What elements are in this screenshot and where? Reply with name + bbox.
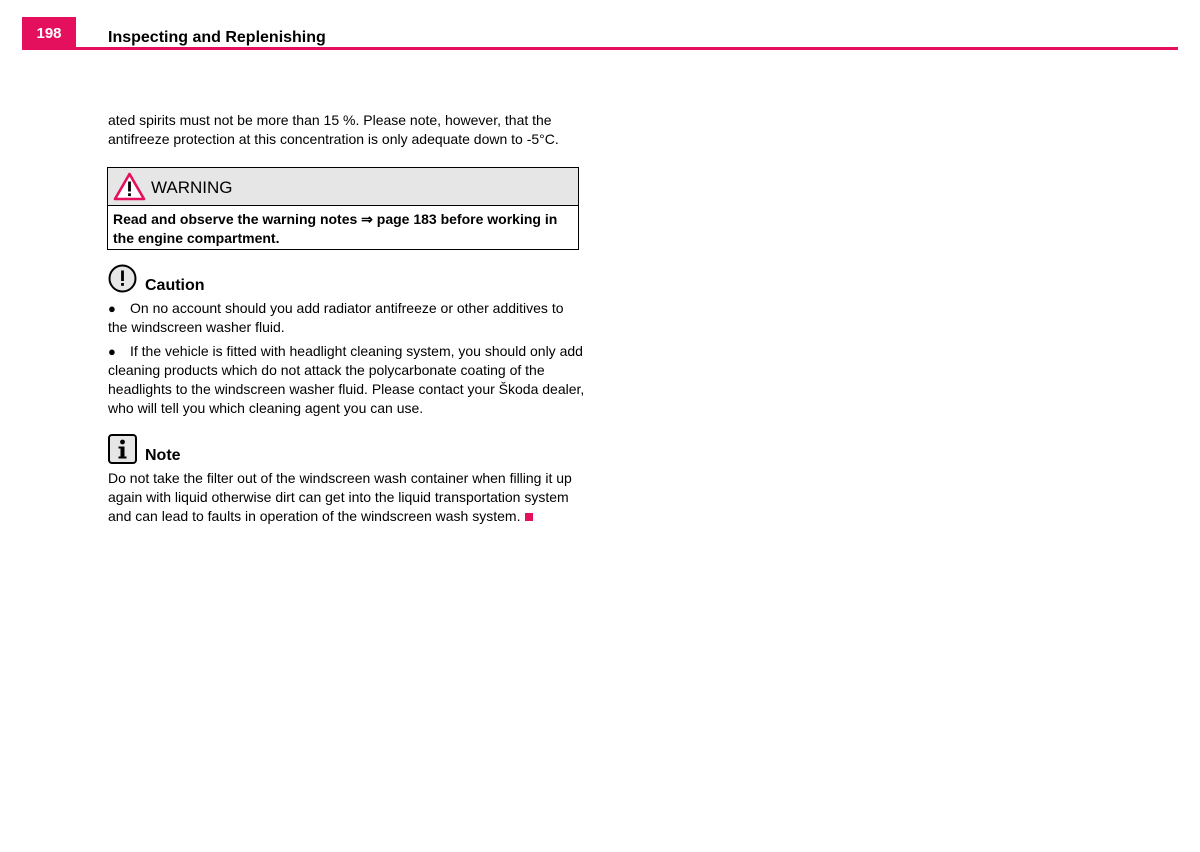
header-rule [22,47,1178,50]
caution-title: Caution [145,277,205,294]
caution-item-text: If the vehicle is fitted with headlight cleaning system, you should only add cleaning products which do not attack the polycarbonate coating of the headlights to the windscreen washer fluid. Please contact your Škoda dealer, who will tell you which cleaning agent you can use. [108,343,585,416]
warning-triangle-icon [113,172,146,201]
warning-box [107,167,579,250]
intro-text: ated spirits must not be more than 15 %. Please note, however, that the antifreeze protection at this concentration is only adequate down to -5°C. [108,112,559,147]
caution-item-text: On no account should you add radiator antifreeze or other additives to the windscreen washer fluid. [108,300,564,335]
warning-body: Read and observe the warning notes ⇒ page 183 before working in the engine compartment. [113,211,558,246]
page-number: 198 [22,17,76,50]
bullet-icon: ● [108,301,116,316]
bullet-icon: ● [108,344,116,359]
note-title: Note [145,447,181,464]
end-mark-icon [525,513,533,521]
warning-header [108,168,578,206]
exclamation-circle-icon [108,264,137,293]
list-item [108,299,586,337]
note-body [108,469,586,526]
caution-list [108,299,586,423]
note-text: Do not take the filter out of the windscreen wash container when filling it up again with liquid otherwise dirt can get into the liquid transportation system and can lead to faults in operation of the windscreen wash system. [108,470,572,524]
info-icon [108,434,137,464]
warning-title: WARNING [151,178,233,197]
section-title: Inspecting and Replenishing [108,29,326,46]
list-item [108,342,586,418]
intro-paragraph [108,111,586,149]
